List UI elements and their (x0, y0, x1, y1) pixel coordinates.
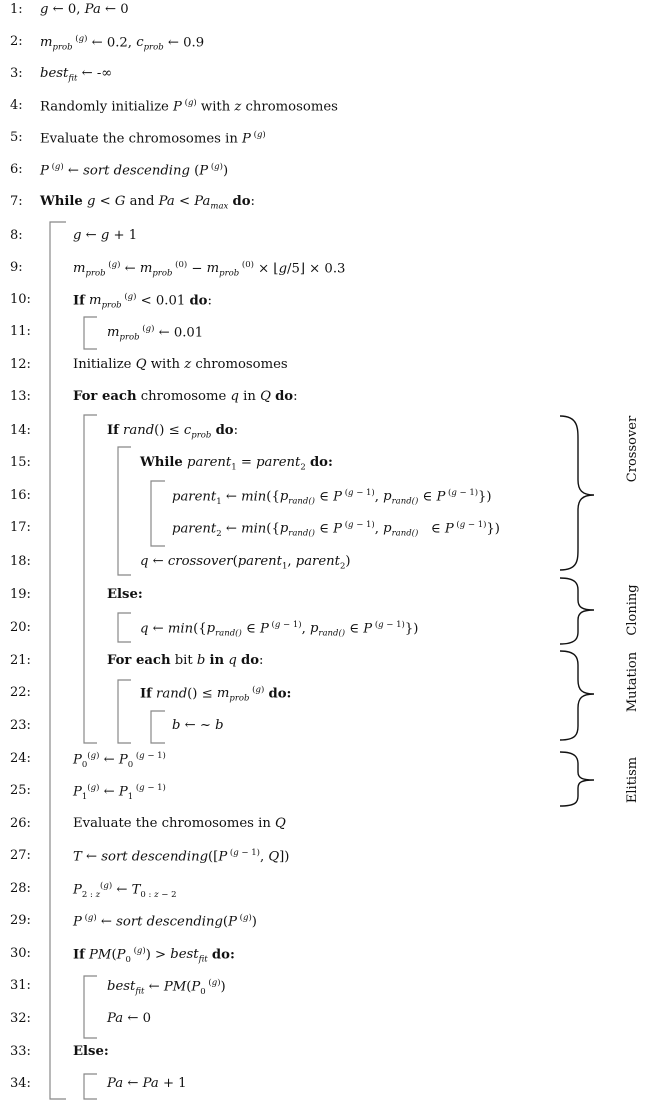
algorithm-line: Randomly initialize P $^{(g)}$ with z chromosomes (40, 98, 338, 115)
algorithm-line: $P_1^{(g)}$ ← $P_1$ $^{(g - 1)}$ (73, 783, 166, 803)
algorithm-line: g ← g + 1 (73, 228, 138, 243)
line-number: 6: (10, 162, 23, 177)
line-number: 30: (10, 946, 31, 961)
line-number: 10: (10, 292, 31, 307)
algorithm-line: $P_{2 : z}^{(g)}$ ← $T_{0 : z - 2}$ (73, 881, 177, 901)
algorithm-line: q ← crossover(parent$_1$, parent$_2$) (140, 554, 351, 572)
line-number: 11: (10, 324, 31, 339)
algorithm-line: best$_{fit}$ ← $PM(P_0$ $^{(g)}$) (107, 978, 226, 998)
algorithm-line: Else: (107, 587, 143, 602)
algorithm-line: If rand() ≤ $m_{prob}$ $^{(g)}$ do: (140, 685, 292, 705)
line-number: 2: (10, 34, 23, 49)
line-number: 13: (10, 389, 31, 404)
line-number: 33: (10, 1044, 31, 1059)
algorithm-line: q ← $\min(\{p_{rand()}$ ∈ P $^{(g - 1)}$, $p_{rand()}$ ∈ P $^{(g - 1)}$}) (140, 620, 419, 640)
algorithm-line: While g < G and $Pa < Pa_{max}$ do: (40, 194, 255, 212)
algorithm-line: For each chromosome q in Q do: (73, 389, 298, 404)
algorithm-line: $m_{prob}$ $^{(g)}$ ← 0.2, $c_{prob}$ ← 0.9 (40, 34, 205, 54)
line-number: 25: (10, 783, 31, 798)
line-number: 4: (10, 98, 23, 113)
cloning-label: Cloning (625, 584, 640, 636)
if-mprob-block-bracket (84, 317, 97, 349)
algorithm-line: Else: (73, 1044, 109, 1059)
crossover-label: Crossover (625, 415, 640, 483)
line-number: 32: (10, 1011, 31, 1026)
algorithm-line: If rand() ≤ $c_{prob}$ do: (107, 423, 239, 441)
cloning-brace (560, 578, 594, 644)
algorithm-line: P $^{(g)}$ ← sort descending (P $^{(g)}$) (40, 162, 229, 179)
algorithm-line: For each bit b in q do: (107, 653, 264, 668)
line-number: 21: (10, 653, 31, 668)
algorithm-line: $m_{prob}$ $^{(g)}$ ← 0.01 (107, 324, 204, 344)
algorithm-line: parent$_1$ ← $\min(\{p_{rand()}$ ∈ P $^{(g - 1)}$, $p_{rand()}$ ∈ P $^{(g - 1)}$}) (172, 488, 492, 508)
algorithm-line: P $^{(g)}$ ← sort descending(P $^{(g)}$) (73, 913, 257, 930)
algorithm-line: b ← ~ b (172, 718, 224, 733)
algorithm-line: parent$_2$ ← $\min(\{p_{rand()}$ ∈ P $^{(g - 1)}$, $p_{rand()}$ ∈ P $^{(g - 1)}$}) (172, 520, 500, 540)
line-number: 26: (10, 816, 31, 831)
algorithm-line: Initialize Q with z chromosomes (73, 357, 288, 372)
algorithm-line: $P_0^{(g)}$ ← $P_0$ $^{(g - 1)}$ (73, 751, 166, 771)
else-block-bracket (118, 613, 131, 642)
line-number: 19: (10, 587, 31, 602)
while-parent-block-bracket (151, 481, 165, 546)
algorithm-line: best$_{fit}$ ← -∞ (40, 66, 113, 84)
crossover-brace (560, 416, 594, 570)
line-number: 27: (10, 848, 31, 863)
if-rand-block-bracket (118, 447, 131, 575)
algorithm-line: Evaluate the chromosomes in P $^{(g)}$ (40, 130, 266, 147)
mutation-label: Mutation (625, 651, 640, 713)
algorithm-line: While parent$_1$ = parent$_2$ do: (140, 455, 333, 473)
line-number: 28: (10, 881, 31, 896)
if-pm-block-bracket (84, 976, 97, 1038)
algorithm-line: Pa ← 0 (107, 1011, 151, 1026)
for-each-bit-block-bracket (118, 680, 131, 743)
elitism-label: Elitism (625, 756, 640, 804)
line-number: 22: (10, 685, 31, 700)
line-number: 24: (10, 751, 31, 766)
line-number: 29: (10, 913, 31, 928)
line-number: 9: (10, 260, 23, 275)
line-number: 20: (10, 620, 31, 635)
line-number: 18: (10, 554, 31, 569)
else-pa-block-bracket (84, 1074, 97, 1099)
line-number: 34: (10, 1076, 31, 1091)
while-block-bracket (50, 222, 66, 1099)
algorithm-line: $m_{prob}$ $^{(g)}$ ← $m_{prob}$ $^{(0)} - m_{prob}$ $^{(0)}$ × ⌊g/5⌋ × 0.3 (73, 260, 346, 280)
line-number: 31: (10, 978, 31, 993)
algorithm-line: g ← 0, Pa ← 0 (40, 2, 129, 17)
line-number: 16: (10, 488, 31, 503)
for-each-q-block-bracket (84, 415, 97, 743)
line-number: 7: (10, 194, 23, 209)
algorithm-line: T ← sort descending([P $^{(g - 1)}$, Q]) (73, 848, 290, 865)
line-number: 23: (10, 718, 31, 733)
algorithm-line: Evaluate the chromosomes in Q (73, 816, 286, 831)
line-number: 5: (10, 130, 23, 145)
algorithm-line: If $PM(P_0$ $^{(g)}$) > best$_{fit}$ do: (73, 946, 235, 966)
line-number: 17: (10, 520, 31, 535)
line-number: 8: (10, 228, 23, 243)
elitism-brace (560, 752, 594, 806)
line-number: 15: (10, 455, 31, 470)
if-mutate-block-bracket (151, 711, 165, 743)
mutation-brace (560, 651, 594, 740)
line-number: 3: (10, 66, 23, 81)
algorithm-line: Pa ← Pa + 1 (107, 1076, 187, 1091)
line-number: 14: (10, 423, 31, 438)
line-number: 1: (10, 2, 23, 17)
line-number: 12: (10, 357, 31, 372)
algorithm-line: If $m_{prob}$ $^{(g)}$ < 0.01 do: (73, 292, 212, 312)
